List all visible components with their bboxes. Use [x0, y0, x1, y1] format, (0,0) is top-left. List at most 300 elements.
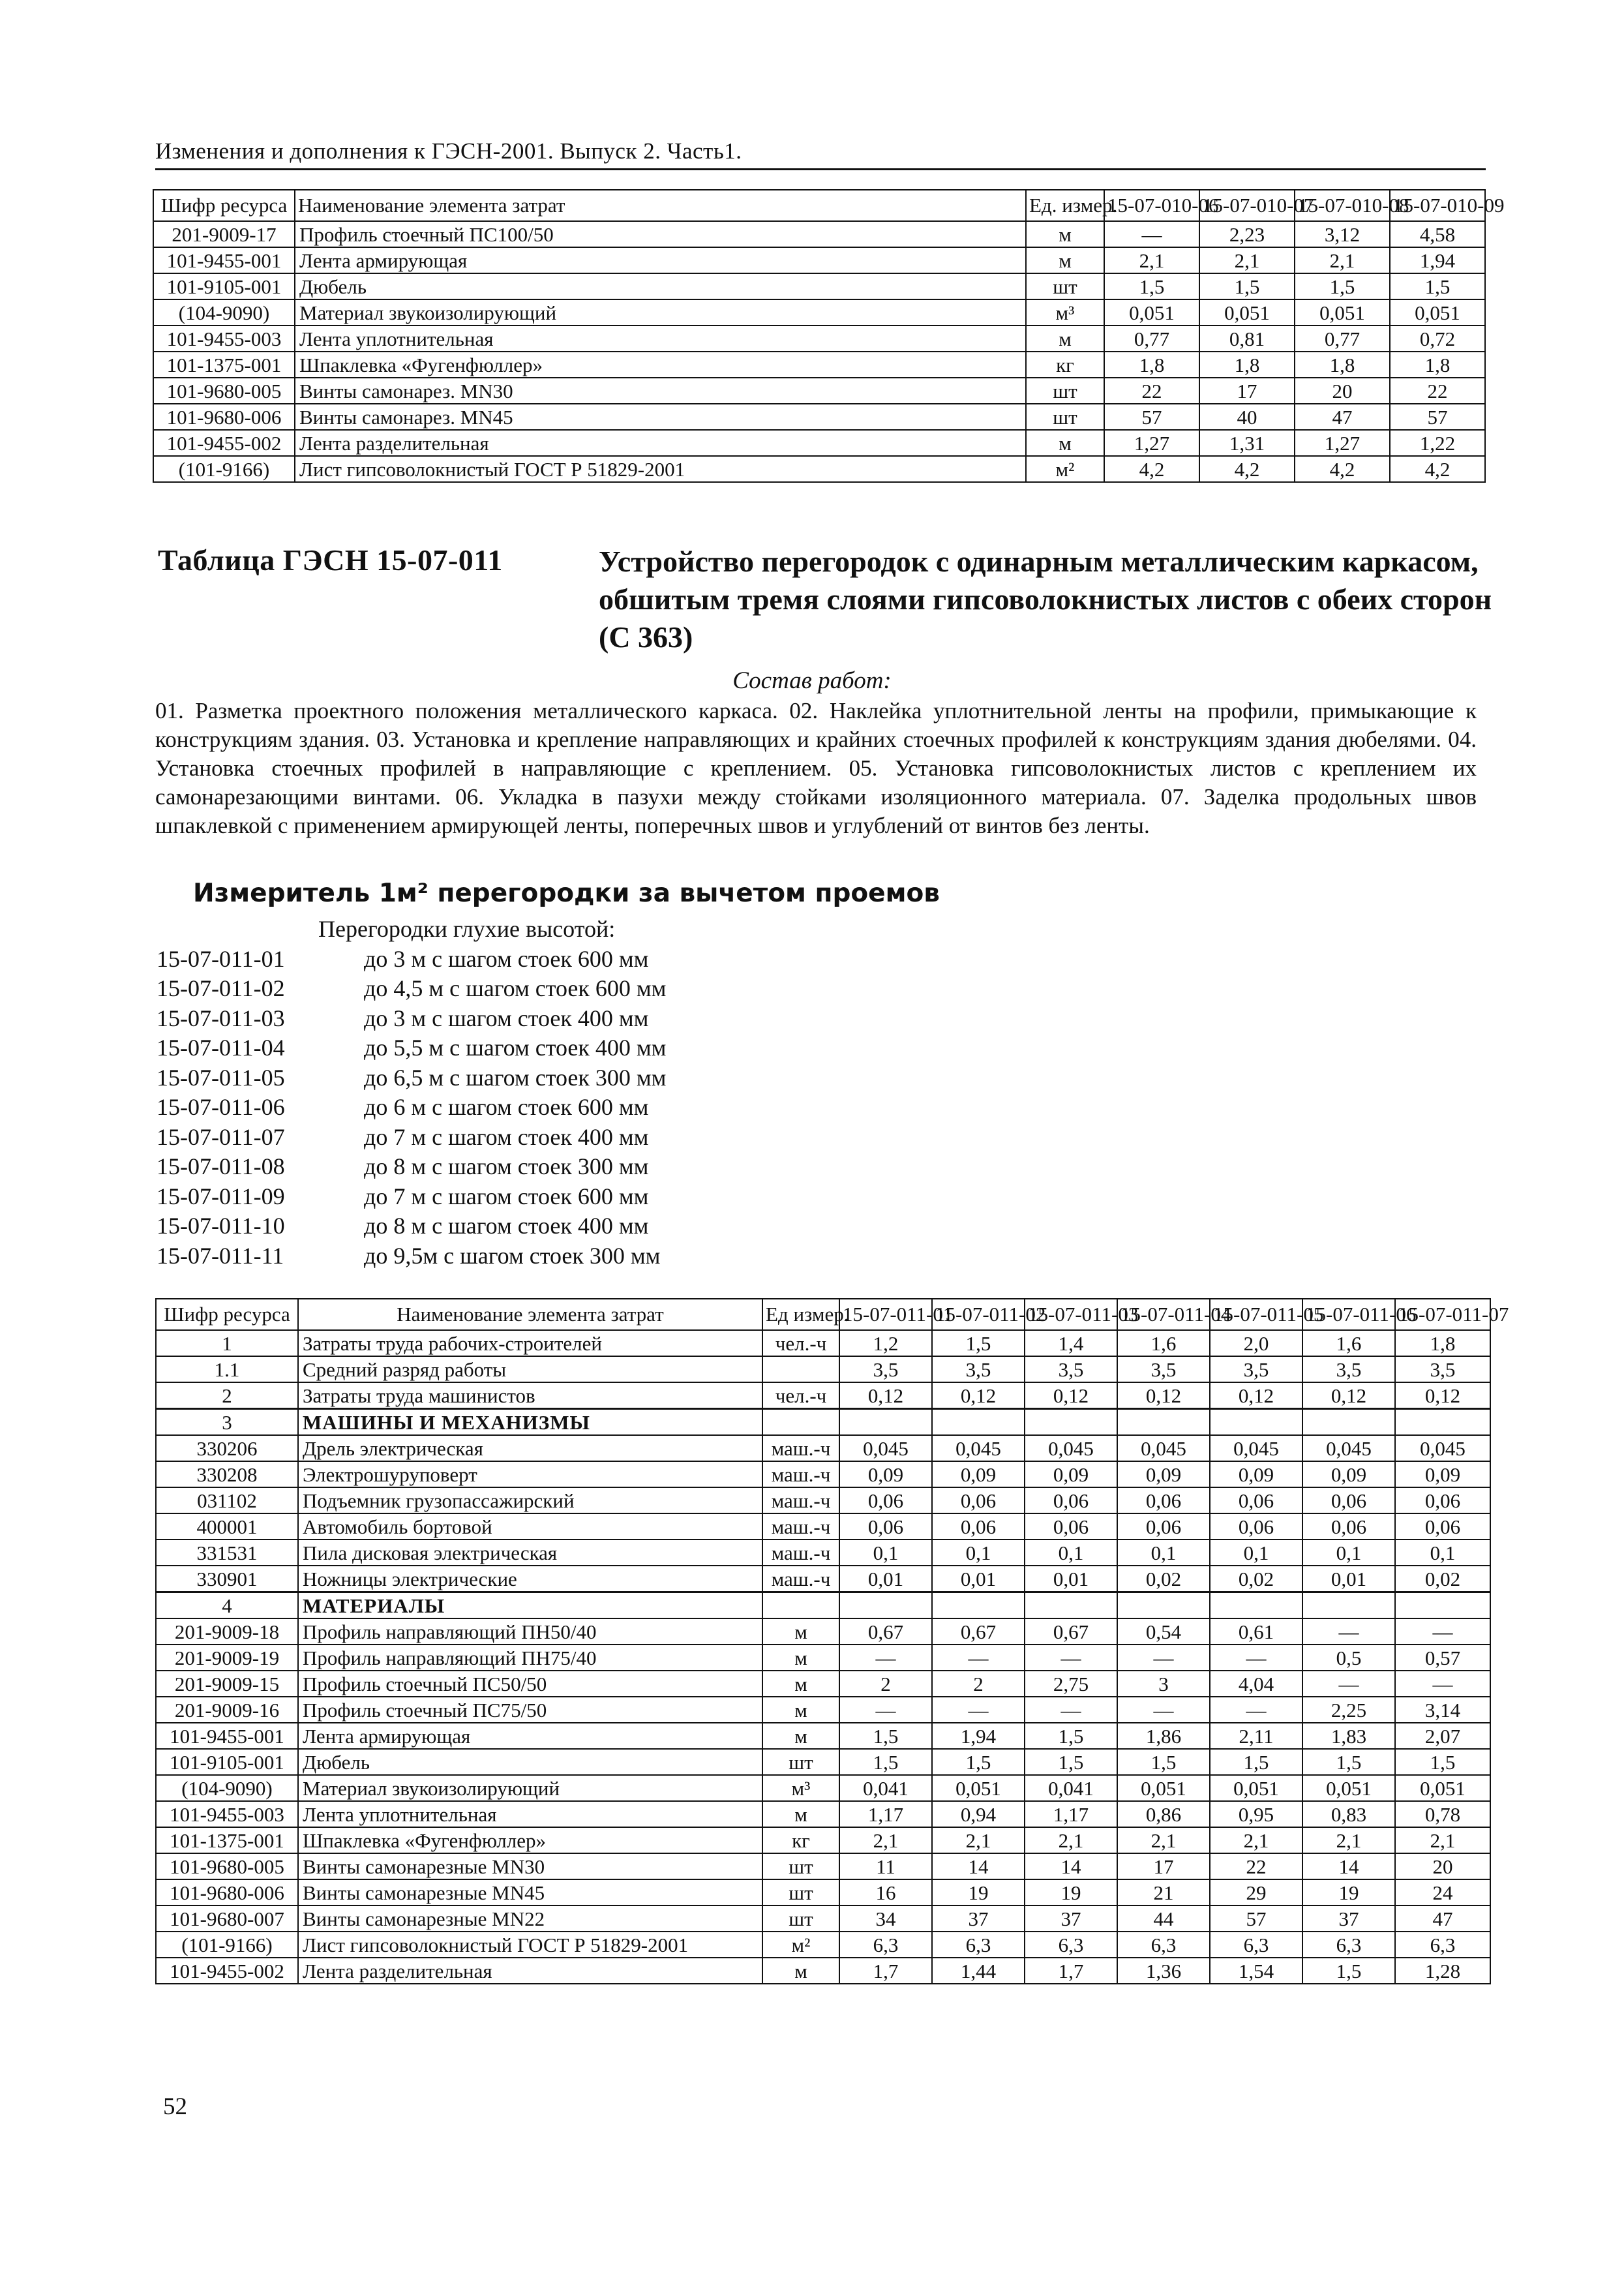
cell-value: 0,06 — [1117, 1487, 1210, 1513]
cell-value: — — [1117, 1697, 1210, 1723]
cell-code: 101-9680-005 — [156, 1853, 298, 1879]
cell-unit: м — [762, 1723, 839, 1749]
norm-code-list — [157, 944, 666, 1271]
cell-code: (104-9090) — [156, 1775, 298, 1801]
cell-name: Лента армирующая — [295, 247, 1026, 273]
cell-code: 331531 — [156, 1540, 298, 1566]
cell-value: 1,27 — [1104, 430, 1199, 456]
cell-value: 1,7 — [1025, 1958, 1117, 1984]
table-row — [156, 1958, 1490, 1984]
cell-value: 0,57 — [1395, 1645, 1490, 1671]
norm-code: 15-07-011-07 — [157, 1123, 285, 1150]
table-row — [156, 1461, 1490, 1487]
cell-value: 2,1 — [1395, 1827, 1490, 1853]
cell-value: 0,01 — [932, 1566, 1025, 1592]
table-header-row — [156, 1299, 1490, 1330]
cell-value: 0,045 — [1117, 1435, 1210, 1461]
cell-value: 0,12 — [839, 1382, 932, 1409]
cell-name: Винты самонарезные MN22 — [298, 1905, 762, 1932]
cell-unit — [762, 1592, 839, 1619]
code-list-item — [157, 1093, 666, 1123]
table-row — [153, 247, 1485, 273]
cell-unit: м — [762, 1645, 839, 1671]
cell-value: — — [1025, 1697, 1117, 1723]
cell-value: 1,28 — [1395, 1958, 1490, 1984]
cell-value: 1,6 — [1117, 1330, 1210, 1356]
header-col-6: 15-07-011-06 — [1302, 1299, 1395, 1330]
code-list-item — [157, 1211, 666, 1241]
table-row — [153, 299, 1485, 326]
cell-code: (104-9090) — [153, 299, 295, 326]
norm-description: до 3 м с шагом стоек 600 мм — [364, 945, 649, 972]
cell-name: Лента уплотнительная — [295, 326, 1026, 352]
cell-value: 0,051 — [932, 1775, 1025, 1801]
norm-code: 15-07-011-05 — [157, 1064, 285, 1091]
cell-value: 4,2 — [1104, 456, 1199, 482]
cell-unit: шт — [762, 1853, 839, 1879]
header-unit: Ед. измер. — [1026, 190, 1104, 221]
norm-description: до 8 м с шагом стоек 300 мм — [364, 1153, 649, 1180]
cell-value: 20 — [1395, 1853, 1490, 1879]
table-body — [153, 221, 1485, 482]
cell-value: 4,2 — [1295, 456, 1390, 482]
cell-value: 2,1 — [1104, 247, 1199, 273]
cell-code: 101-9105-001 — [156, 1749, 298, 1775]
table-row — [156, 1671, 1490, 1697]
cell-value: 0,61 — [1210, 1618, 1302, 1645]
cell-name: Профиль стоечный ПС100/50 — [295, 221, 1026, 247]
cell-value: 2,1 — [932, 1827, 1025, 1853]
cell-value: 1,5 — [839, 1723, 932, 1749]
cell-value: 1,5 — [932, 1330, 1025, 1356]
cell-value: 3,5 — [932, 1356, 1025, 1382]
table-row — [156, 1330, 1490, 1356]
cell-value: 0,67 — [1025, 1618, 1117, 1645]
table-row — [156, 1592, 1490, 1619]
cell-value: 2,25 — [1302, 1697, 1395, 1723]
work-description: 01. Разметка проектного положения металлического каркаса. 02. Наклейка уплотнительной ленты на профили, примыкающие к конструкциям здания. 03. Установка и крепление направляющих и крайних стоечных профилей к конструкциям здания дюбелями. 04. Установка стоечных профилей в направляющие с креплением. 05. Установка гипсоволокнистых листов с креплением их самонарезающими винтами. 06. Укладка в пазухи между стойками изоляционного материала. 07. Заделка продольных швов шпаклевкой с применением армирующей ленты, поперечных швов и углублений от винтов без ленты. — [155, 698, 1477, 838]
cell-value: 0,051 — [1104, 299, 1199, 326]
page-number: 52 — [163, 2093, 187, 2120]
table-row — [156, 1801, 1490, 1827]
cell-value: 0,86 — [1117, 1801, 1210, 1827]
cell-unit — [762, 1356, 839, 1382]
cell-value: 37 — [1025, 1905, 1117, 1932]
cell-code: (101-9166) — [153, 456, 295, 482]
cell-unit: чел.-ч — [762, 1382, 839, 1409]
cell-value: 0,1 — [1302, 1540, 1395, 1566]
cell-value: 6,3 — [1117, 1932, 1210, 1958]
cell-value: 0,06 — [1302, 1513, 1395, 1540]
cell-unit: маш.-ч — [762, 1461, 839, 1487]
cell-value: 0,5 — [1302, 1645, 1395, 1671]
cell-value: 1,5 — [1025, 1749, 1117, 1775]
table-body — [156, 1330, 1490, 1984]
cell-value: — — [1210, 1697, 1302, 1723]
header-unit: Ед измер. — [762, 1299, 839, 1330]
cell-value: 0,12 — [1025, 1382, 1117, 1409]
cell-value: 1,5 — [1210, 1749, 1302, 1775]
cell-value: 0,09 — [1302, 1461, 1395, 1487]
table-row — [153, 221, 1485, 247]
cell-code: 101-9455-003 — [153, 326, 295, 352]
table-row — [156, 1775, 1490, 1801]
cell-value: 6,3 — [839, 1932, 932, 1958]
cell-value: 1,5 — [1302, 1749, 1395, 1775]
table-row — [156, 1356, 1490, 1382]
cell-value: 2,75 — [1025, 1671, 1117, 1697]
code-list-item — [157, 1152, 666, 1182]
cell-value: 2,1 — [1302, 1827, 1395, 1853]
cell-value: 1,5 — [1117, 1749, 1210, 1775]
cell-unit: маш.-ч — [762, 1435, 839, 1461]
cell-code: 101-9455-001 — [156, 1723, 298, 1749]
cell-unit — [762, 1409, 839, 1436]
cell-value: — — [1210, 1645, 1302, 1671]
cell-unit: шт — [762, 1905, 839, 1932]
cell-value: 0,041 — [839, 1775, 932, 1801]
partitions-intro: Перегородки глухие высотой: — [318, 916, 616, 942]
cell-value: 0,81 — [1199, 326, 1295, 352]
cell-value: 1,6 — [1302, 1330, 1395, 1356]
cell-unit: кг — [762, 1827, 839, 1853]
cell-value: 0,06 — [839, 1513, 932, 1540]
cell-code: 101-9455-002 — [153, 430, 295, 456]
cell-code: 330901 — [156, 1566, 298, 1592]
cell-value: 2,11 — [1210, 1723, 1302, 1749]
cell-value: — — [1395, 1618, 1490, 1645]
cell-name: Профиль направляющий ПН50/40 — [298, 1618, 762, 1645]
norm-code: 15-07-011-11 — [157, 1242, 284, 1269]
cell-value: 1,17 — [839, 1801, 932, 1827]
code-list-item — [157, 1003, 666, 1033]
cell-name: МАШИНЫ И МЕХАНИЗМЫ — [298, 1409, 762, 1436]
cell-code: 400001 — [156, 1513, 298, 1540]
cell-name: Лента разделительная — [295, 430, 1026, 456]
cell-value: 0,12 — [1302, 1382, 1395, 1409]
cell-value: 0,54 — [1117, 1618, 1210, 1645]
cell-value: 0,1 — [1395, 1540, 1490, 1566]
cell-value: 14 — [932, 1853, 1025, 1879]
cell-unit: маш.-ч — [762, 1540, 839, 1566]
table-row — [153, 404, 1485, 430]
cell-value: 0,02 — [1395, 1566, 1490, 1592]
cell-name: Затраты труда машинистов — [298, 1382, 762, 1409]
cell-value: 0,12 — [932, 1382, 1025, 1409]
cell-code: 101-9455-002 — [156, 1958, 298, 1984]
cell-value — [1210, 1592, 1302, 1619]
cell-code: 3 — [156, 1409, 298, 1436]
header-col-5: 15-07-011-05 — [1210, 1299, 1302, 1330]
cell-value: 6,3 — [1395, 1932, 1490, 1958]
table-row — [156, 1513, 1490, 1540]
cell-value: 1,5 — [932, 1749, 1025, 1775]
cell-unit: маш.-ч — [762, 1566, 839, 1592]
cell-value: 0,77 — [1295, 326, 1390, 352]
code-list-item — [157, 1122, 666, 1152]
cell-value: 1,5 — [839, 1749, 932, 1775]
cell-unit: чел.-ч — [762, 1330, 839, 1356]
header-col-7: 15-07-011-07 — [1395, 1299, 1490, 1330]
cell-value: 0,06 — [839, 1487, 932, 1513]
cell-value: 1,83 — [1302, 1723, 1395, 1749]
cell-value: 47 — [1395, 1905, 1490, 1932]
cell-name: Средний разряд работы — [298, 1356, 762, 1382]
cell-name: Затраты труда рабочих-строителей — [298, 1330, 762, 1356]
cell-value: 14 — [1302, 1853, 1395, 1879]
cell-value: — — [839, 1697, 932, 1723]
cell-name: Лента уплотнительная — [298, 1801, 762, 1827]
header-name: Наименование элемента затрат — [295, 190, 1026, 221]
table-row — [156, 1435, 1490, 1461]
cell-value: 22 — [1104, 378, 1199, 404]
cell-code: 201-9009-15 — [156, 1671, 298, 1697]
cell-code: 101-9680-007 — [156, 1905, 298, 1932]
norm-description: до 5,5 м с шагом стоек 400 мм — [364, 1035, 667, 1061]
code-list-item — [157, 974, 666, 1004]
cell-value: 4,58 — [1390, 221, 1485, 247]
norm-code: 15-07-011-09 — [157, 1183, 285, 1209]
cell-name: Лента армирующая — [298, 1723, 762, 1749]
cell-value: 0,67 — [839, 1618, 932, 1645]
cell-unit: м — [762, 1671, 839, 1697]
cell-value: — — [1117, 1645, 1210, 1671]
cell-value: 2,0 — [1210, 1330, 1302, 1356]
cell-value: 0,78 — [1395, 1801, 1490, 1827]
cell-value: 0,051 — [1302, 1775, 1395, 1801]
cell-unit: маш.-ч — [762, 1513, 839, 1540]
cell-value: 16 — [839, 1879, 932, 1905]
cell-value: 0,09 — [1117, 1461, 1210, 1487]
cell-value: 0,95 — [1210, 1801, 1302, 1827]
table-row — [156, 1566, 1490, 1592]
cell-code: 4 — [156, 1592, 298, 1619]
cell-name: Лист гипсоволокнистый ГОСТ Р 51829-2001 — [298, 1932, 762, 1958]
cell-name: Профиль стоечный ПС75/50 — [298, 1697, 762, 1723]
cell-unit: м — [762, 1801, 839, 1827]
table-row — [156, 1487, 1490, 1513]
cell-value: 20 — [1295, 378, 1390, 404]
cell-name: Подъемник грузопассажирский — [298, 1487, 762, 1513]
cell-value: 1,7 — [839, 1958, 932, 1984]
cell-unit: м — [1026, 221, 1104, 247]
cell-value: 0,1 — [1025, 1540, 1117, 1566]
cell-value: 0,06 — [1025, 1513, 1117, 1540]
cell-value: 0,06 — [1025, 1487, 1117, 1513]
cell-value: 29 — [1210, 1879, 1302, 1905]
cell-value: 37 — [1302, 1905, 1395, 1932]
cell-value: 44 — [1117, 1905, 1210, 1932]
cell-value — [1117, 1592, 1210, 1619]
cell-value: 0,1 — [932, 1540, 1025, 1566]
cell-code: 101-9455-003 — [156, 1801, 298, 1827]
cell-value: 1,5 — [1395, 1749, 1490, 1775]
cell-value: 3,5 — [1210, 1356, 1302, 1382]
cell-code: (101-9166) — [156, 1932, 298, 1958]
cell-name: Автомобиль бортовой — [298, 1513, 762, 1540]
cell-value: 0,051 — [1295, 299, 1390, 326]
norm-description: до 9,5м с шагом стоек 300 мм — [364, 1242, 661, 1269]
cell-value: 3,5 — [1025, 1356, 1117, 1382]
cell-name: Пила дисковая электрическая — [298, 1540, 762, 1566]
header-col-2: 15-07-011-02 — [932, 1299, 1025, 1330]
code-list-item — [157, 1241, 666, 1271]
cell-value: 0,06 — [932, 1513, 1025, 1540]
cell-unit: м³ — [1026, 299, 1104, 326]
cell-unit: м — [762, 1697, 839, 1723]
cell-value: 0,045 — [1302, 1435, 1395, 1461]
cell-value: 2 — [932, 1671, 1025, 1697]
cell-value: 3,12 — [1295, 221, 1390, 247]
cell-value — [1302, 1592, 1395, 1619]
norm-code: 15-07-011-10 — [157, 1213, 285, 1239]
table-row — [156, 1409, 1490, 1436]
cell-name: Лента разделительная — [298, 1958, 762, 1984]
table-header-row — [153, 190, 1485, 221]
cell-value: 3,5 — [1117, 1356, 1210, 1382]
norm-description: до 4,5 м с шагом стоек 600 мм — [364, 975, 667, 1002]
cell-value: — — [1395, 1671, 1490, 1697]
norm-code: 15-07-011-02 — [157, 975, 285, 1002]
cell-unit: шт — [1026, 378, 1104, 404]
cell-value: 3,5 — [1302, 1356, 1395, 1382]
cell-code: 1.1 — [156, 1356, 298, 1382]
cell-name: Винты самонарезные MN30 — [298, 1853, 762, 1879]
cell-value: 0,72 — [1390, 326, 1485, 352]
resource-table-011 — [155, 1298, 1509, 1984]
cell-value: 2 — [839, 1671, 932, 1697]
table-row — [156, 1618, 1490, 1645]
cell-value: 34 — [839, 1905, 932, 1932]
cell-value — [932, 1409, 1025, 1436]
cell-unit: м — [1026, 430, 1104, 456]
cell-value: 0,06 — [1117, 1513, 1210, 1540]
cell-code: 330206 — [156, 1435, 298, 1461]
cell-code: 101-9680-005 — [153, 378, 295, 404]
cell-name: Шпаклевка «Фугенфюллер» — [298, 1827, 762, 1853]
cell-value: 57 — [1104, 404, 1199, 430]
cell-value — [1395, 1409, 1490, 1436]
cell-value: 1,5 — [1025, 1723, 1117, 1749]
cell-value: — — [1302, 1671, 1395, 1697]
norm-code: 15-07-011-06 — [157, 1094, 285, 1121]
norm-description: до 7 м с шагом стоек 400 мм — [364, 1123, 649, 1150]
table-row — [153, 326, 1485, 352]
cell-unit: м² — [1026, 456, 1104, 482]
cell-value — [1025, 1409, 1117, 1436]
cell-value: 1,36 — [1117, 1958, 1210, 1984]
table-row — [153, 456, 1485, 482]
cell-value: 0,06 — [1395, 1513, 1490, 1540]
cell-unit: шт — [1026, 273, 1104, 299]
cell-value: 57 — [1390, 404, 1485, 430]
cell-value: 0,06 — [1302, 1487, 1395, 1513]
cell-value: 1,94 — [1390, 247, 1485, 273]
norm-description: до 6 м с шагом стоек 600 мм — [364, 1094, 649, 1121]
cell-name: Винты самонарез. MN30 — [295, 378, 1026, 404]
cell-code: 101-9455-001 — [153, 247, 295, 273]
cell-value: 2,1 — [1210, 1827, 1302, 1853]
cell-value: 1,86 — [1117, 1723, 1210, 1749]
cell-value: 0,12 — [1210, 1382, 1302, 1409]
table-row — [156, 1697, 1490, 1723]
cell-value: 37 — [932, 1905, 1025, 1932]
cell-value: 0,01 — [1302, 1566, 1395, 1592]
cell-value — [1117, 1409, 1210, 1436]
cell-code: 101-9680-006 — [153, 404, 295, 430]
cell-value: 11 — [839, 1853, 932, 1879]
cell-code: 1 — [156, 1330, 298, 1356]
cell-code: 330208 — [156, 1461, 298, 1487]
cell-value: 1,17 — [1025, 1801, 1117, 1827]
cell-value: 0,67 — [932, 1618, 1025, 1645]
header-col-2: 15-07-010-07 — [1199, 190, 1295, 221]
cell-value: 0,09 — [839, 1461, 932, 1487]
norm-code: 15-07-011-01 — [157, 945, 285, 972]
cell-code: 101-1375-001 — [156, 1827, 298, 1853]
cell-unit: кг — [1026, 352, 1104, 378]
cell-value — [932, 1592, 1025, 1619]
cell-value: 0,051 — [1210, 1775, 1302, 1801]
cell-value: 0,09 — [932, 1461, 1025, 1487]
cell-name: Материал звукоизолирующий — [295, 299, 1026, 326]
cell-code: 101-1375-001 — [153, 352, 295, 378]
cell-value — [1302, 1409, 1395, 1436]
table-row — [153, 430, 1485, 456]
cell-value: 1,27 — [1295, 430, 1390, 456]
cell-value: 0,12 — [1395, 1382, 1490, 1409]
cell-value: 1,31 — [1199, 430, 1295, 456]
header-col-1: 15-07-010-06 — [1104, 190, 1199, 221]
header-col-1: 15-07-011-01 — [839, 1299, 932, 1330]
cell-value: 6,3 — [1210, 1932, 1302, 1958]
table-row — [156, 1382, 1490, 1409]
cell-value: 0,045 — [1395, 1435, 1490, 1461]
cell-value — [839, 1592, 932, 1619]
composition-heading: Состав работ: — [732, 667, 892, 694]
cell-value: 1,8 — [1295, 352, 1390, 378]
cell-value: 0,06 — [1210, 1513, 1302, 1540]
cell-unit: шт — [762, 1879, 839, 1905]
cell-value: 21 — [1117, 1879, 1210, 1905]
cell-name: Ножницы электрические — [298, 1566, 762, 1592]
cell-value: 57 — [1210, 1905, 1302, 1932]
cell-value: 4,2 — [1199, 456, 1295, 482]
cell-value: 0,045 — [839, 1435, 932, 1461]
table-row — [156, 1932, 1490, 1958]
cell-value: 1,54 — [1210, 1958, 1302, 1984]
cell-name: Профиль стоечный ПС50/50 — [298, 1671, 762, 1697]
cell-unit: м³ — [762, 1775, 839, 1801]
cell-unit: шт — [1026, 404, 1104, 430]
cell-code: 201-9009-16 — [156, 1697, 298, 1723]
code-list-item — [157, 1063, 666, 1093]
cell-value: 1,8 — [1390, 352, 1485, 378]
table-row — [156, 1723, 1490, 1749]
header-code: Шифр ресурса — [156, 1299, 298, 1330]
cell-unit: м² — [762, 1932, 839, 1958]
cell-value: 0,045 — [1025, 1435, 1117, 1461]
cell-value: 0,02 — [1117, 1566, 1210, 1592]
cell-value: 0,02 — [1210, 1566, 1302, 1592]
cell-value: 1,44 — [932, 1958, 1025, 1984]
cell-value: 1,8 — [1104, 352, 1199, 378]
cell-value: 24 — [1395, 1879, 1490, 1905]
cell-value: 0,06 — [1395, 1487, 1490, 1513]
table-row — [156, 1749, 1490, 1775]
cell-value: — — [932, 1697, 1025, 1723]
cell-value: 4,2 — [1390, 456, 1485, 482]
